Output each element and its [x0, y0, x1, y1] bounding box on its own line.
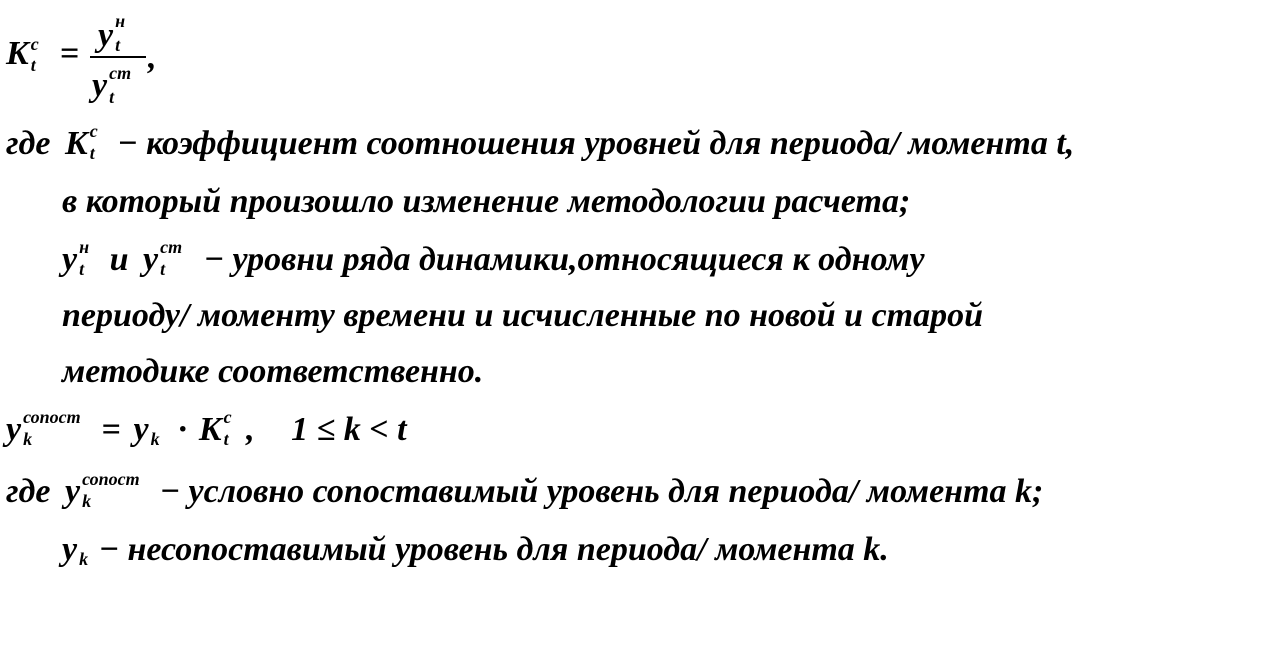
- formula-comparable-level: y сопост k = y k · K c t , 1 ≤ k < t: [6, 407, 407, 449]
- formula1-comma: ,: [148, 39, 157, 76]
- definition-k-line1: где K c t − коэффициент соотношения уровней для периода/ момента t,: [6, 121, 1075, 163]
- definition-k-line2: в который произошло изменение методологии расчета;: [62, 183, 911, 220]
- definition-incomparable-level: y k − несопоставимый уровень для периода/ момента k.: [62, 531, 889, 569]
- y-comparable-symbol: y сопост k: [6, 407, 81, 449]
- formula1-fraction: [88, 6, 150, 106]
- formula-ratio-coefficient: [6, 34, 39, 75]
- definition-comparable-level: где y сопост k − условно сопоставимый уровень для периода/ момента k;: [6, 469, 1044, 511]
- formula1-equals: =: [60, 35, 80, 72]
- fraction-denominator: y ст t: [92, 63, 132, 107]
- fraction-numerator: y н t: [98, 11, 126, 55]
- definition-y-line2: периоду/ моменту времени и исчисленные по новой и старой: [62, 297, 984, 334]
- k-symbol: K c t: [65, 121, 98, 163]
- y-old-symbol: y ст t: [143, 237, 183, 279]
- y-new-symbol: y н t: [62, 237, 90, 279]
- definition-y-line3: методике соответственно.: [62, 353, 484, 390]
- definition-y-line1: y н t и y ст t − уровни ряда динамики,относящиеся к одному: [62, 237, 925, 279]
- k-symbol: K c t: [6, 34, 39, 75]
- fraction-bar: [90, 56, 146, 58]
